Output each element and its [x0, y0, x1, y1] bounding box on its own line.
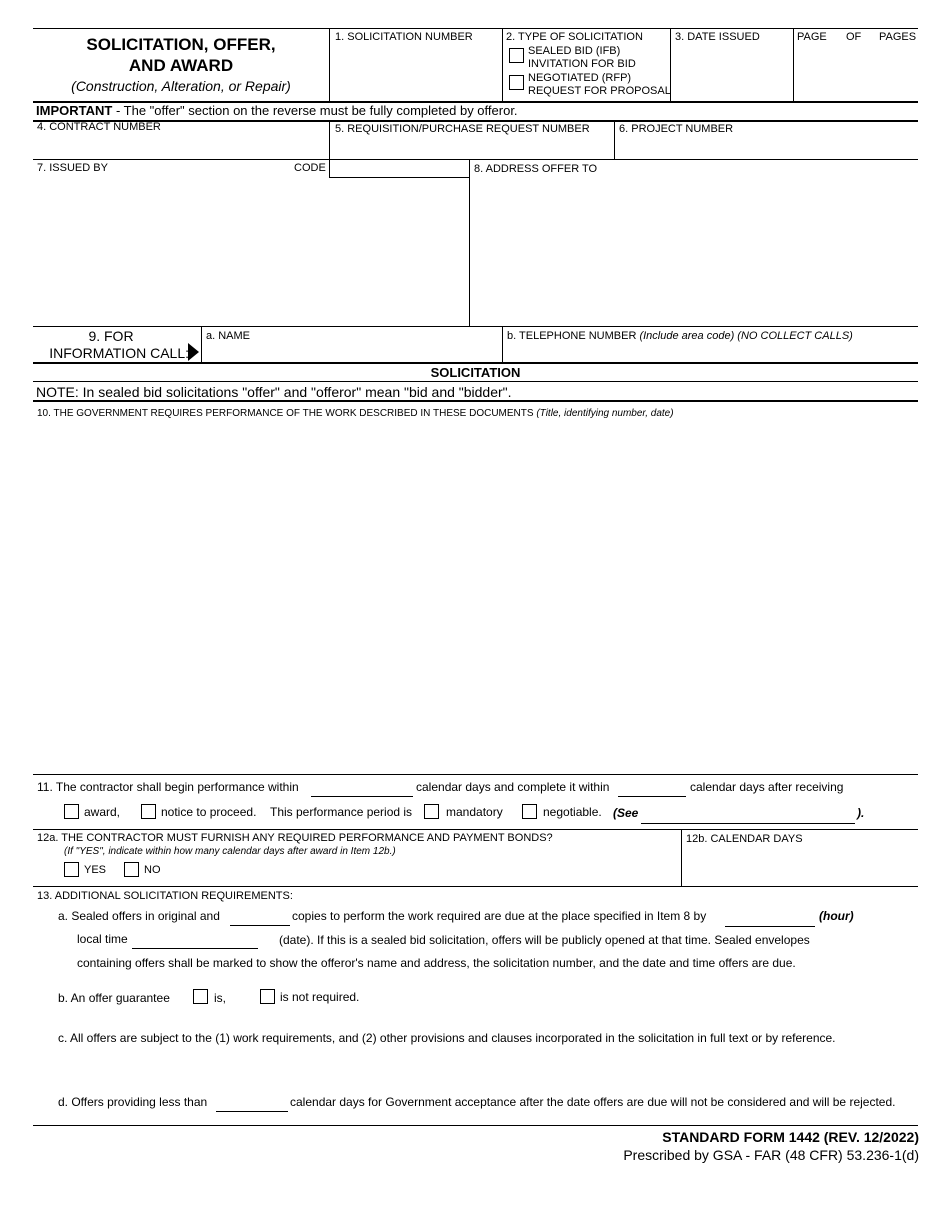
award-checkbox[interactable]: [64, 804, 79, 819]
award-label: award,: [84, 805, 121, 819]
item13d-text-2: calendar days for Government acceptance after the date offers are due will not be considered and will be rejected.: [290, 1095, 896, 1109]
item10-label: [37, 407, 674, 420]
item12-bottom-rule: [33, 886, 918, 887]
bonds-yes-label: YES: [84, 864, 107, 876]
acceptance-days-field[interactable]: [216, 1097, 288, 1112]
type-of-solicitation-label: 2. TYPE OF SOLICITATION: [506, 31, 643, 43]
footer-rule: [33, 1125, 918, 1126]
form-title-line2: AND AWARD: [128, 56, 234, 75]
see-label: (See: [613, 806, 639, 820]
form-number: STANDARD FORM 1442 (REV. 12/2022): [662, 1129, 919, 1145]
item13-heading: 13. ADDITIONAL SOLICITATION REQUIREMENTS:: [37, 890, 293, 902]
telephone-note: (Include area code) (NO COLLECT CALLS): [639, 330, 853, 342]
sealed-bid-label: SEALED BID (IFB): [528, 45, 621, 57]
code-underline: [329, 177, 470, 178]
sealed-bid-note: NOTE: In sealed bid solicitations "offer" and "offeror" mean "bid and "bidder".: [36, 384, 512, 400]
row4-divider-1: [329, 121, 330, 160]
telephone-label-text: b. TELEPHONE NUMBER: [507, 330, 637, 342]
performance-period-label: This performance period is: [270, 805, 413, 819]
row9-divider-1: [201, 326, 202, 363]
begin-days-field[interactable]: [311, 782, 413, 797]
of-label: OF: [846, 31, 862, 43]
solicitation-heading-rule: [33, 381, 918, 382]
row4-divider-2: [614, 121, 615, 160]
negotiable-checkbox[interactable]: [522, 804, 537, 819]
item11-text-1: 11. The contractor shall begin performance within: [37, 780, 299, 794]
issued-by-label: 7. ISSUED BY: [37, 162, 108, 174]
row8-bottom-rule: [33, 326, 918, 327]
notice-to-proceed-label: notice to proceed.: [161, 805, 257, 819]
guarantee-not-required-label: is not required.: [280, 990, 360, 1004]
item13c-text: c. All offers are subject to the (1) work requirements, and (2) other provisions and clauses incorporated in the solicitation in full text or by reference.: [58, 1031, 836, 1045]
item11-text-2: calendar days and complete it within: [416, 780, 610, 794]
code-divider: [329, 159, 330, 178]
page-label: PAGE: [797, 31, 827, 43]
row7-divider: [469, 159, 470, 327]
code-label: CODE: [294, 162, 326, 174]
solicitation-heading: SOLICITATION: [430, 365, 521, 380]
item13b-text: b. An offer guarantee: [58, 991, 170, 1005]
item10-bottom-rule: [33, 774, 918, 775]
item13a-text-2: copies to perform the work required are due at the place specified in Item 8 by: [292, 909, 707, 923]
item12-divider: [681, 829, 682, 887]
hour-field[interactable]: [725, 912, 815, 927]
request-for-proposal-label: REQUEST FOR PROPOSAL: [528, 85, 671, 97]
date-field[interactable]: [132, 934, 258, 949]
top-border: [33, 28, 918, 29]
requisition-number-label: 5. REQUISITION/PURCHASE REQUEST NUMBER: [335, 123, 590, 135]
hour-label: (hour): [819, 909, 854, 923]
bonds-no-checkbox[interactable]: [124, 862, 139, 877]
important-text: - The "offer" section on the reverse must be fully completed by offeror.: [115, 103, 518, 118]
guarantee-not-required-checkbox[interactable]: [260, 989, 275, 1004]
for-information-line1: 9. FOR: [88, 328, 134, 344]
row4-bottom-rule: [33, 159, 918, 160]
row9-divider-2: [502, 326, 503, 363]
item12b-label: 12b. CALENDAR DAYS: [686, 833, 803, 845]
item12a-label: 12a. THE CONTRACTOR MUST FURNISH ANY REQUIRED PERFORMANCE AND PAYMENT BONDS?: [37, 832, 553, 844]
guarantee-is-checkbox[interactable]: [193, 989, 208, 1004]
bonds-no-label: NO: [144, 864, 161, 876]
note-bottom-rule: [33, 400, 918, 402]
copies-field[interactable]: [230, 911, 290, 926]
item13a-date-text: (date). If this is a sealed bid solicitation, offers will be publicly opened at that time. Sealed envelopes: [279, 933, 810, 947]
negotiable-label: negotiable.: [543, 805, 602, 819]
prescribed-by: Prescribed by GSA - FAR (48 CFR) 53.236-1(d): [623, 1147, 919, 1163]
negotiated-checkbox[interactable]: [509, 75, 524, 90]
see-close: ).: [857, 806, 865, 820]
item12a-note: (If "YES", indicate within how many calendar days after award in Item 12b.): [64, 846, 396, 857]
header-divider-2: [502, 28, 503, 102]
item11-text-3: calendar days after receiving: [690, 780, 844, 794]
header-divider-1: [329, 28, 330, 102]
mandatory-checkbox[interactable]: [424, 804, 439, 819]
form-subtitle: (Construction, Alteration, or Repair): [71, 78, 291, 94]
local-time-label: local time: [77, 932, 128, 946]
important-bottom-rule: [33, 120, 918, 122]
item13a-text-3: containing offers shall be marked to show the offeror's name and address, the solicitation number, and the date and time offers are due.: [77, 956, 796, 970]
project-number-label: 6. PROJECT NUMBER: [619, 123, 734, 135]
pages-label: PAGES: [879, 31, 917, 43]
mandatory-label: mandatory: [446, 805, 503, 819]
telephone-label: [507, 330, 853, 343]
arrow-right-icon: [188, 343, 199, 361]
solicitation-number-label: 1. SOLICITATION NUMBER: [335, 31, 473, 43]
address-offer-to-label: 8. ADDRESS OFFER TO: [474, 163, 598, 175]
date-issued-label: 3. DATE ISSUED: [675, 31, 760, 43]
item13a-text-1: a. Sealed offers in original and: [58, 909, 220, 923]
contract-number-label: 4. CONTRACT NUMBER: [37, 121, 161, 133]
bonds-yes-checkbox[interactable]: [64, 862, 79, 877]
header-divider-4: [793, 28, 794, 102]
guarantee-is-label: is,: [214, 991, 226, 1005]
for-information-line2: INFORMATION CALL:: [49, 345, 189, 361]
sealed-bid-checkbox[interactable]: [509, 48, 524, 63]
negotiated-label: NEGOTIATED (RFP): [528, 72, 632, 84]
see-reference-field[interactable]: [641, 809, 855, 824]
complete-days-field[interactable]: [618, 782, 686, 797]
item10-text: 10. THE GOVERNMENT REQUIRES PERFORMANCE OF THE WORK DESCRIBED IN THESE DOCUMENTS: [37, 408, 534, 419]
item11-bottom-rule: [33, 829, 918, 830]
row9-bottom-rule: [33, 362, 918, 364]
important-label: IMPORTANT: [36, 103, 113, 118]
item10-note: (Title, identifying number, date): [536, 408, 674, 419]
contact-name-label: a. NAME: [206, 330, 251, 342]
important-notice: [36, 103, 518, 118]
item13d-text-1: d. Offers providing less than: [58, 1095, 208, 1109]
notice-to-proceed-checkbox[interactable]: [141, 804, 156, 819]
invitation-for-bid-label: INVITATION FOR BID: [528, 58, 636, 70]
form-title-line1: SOLICITATION, OFFER,: [86, 35, 276, 54]
